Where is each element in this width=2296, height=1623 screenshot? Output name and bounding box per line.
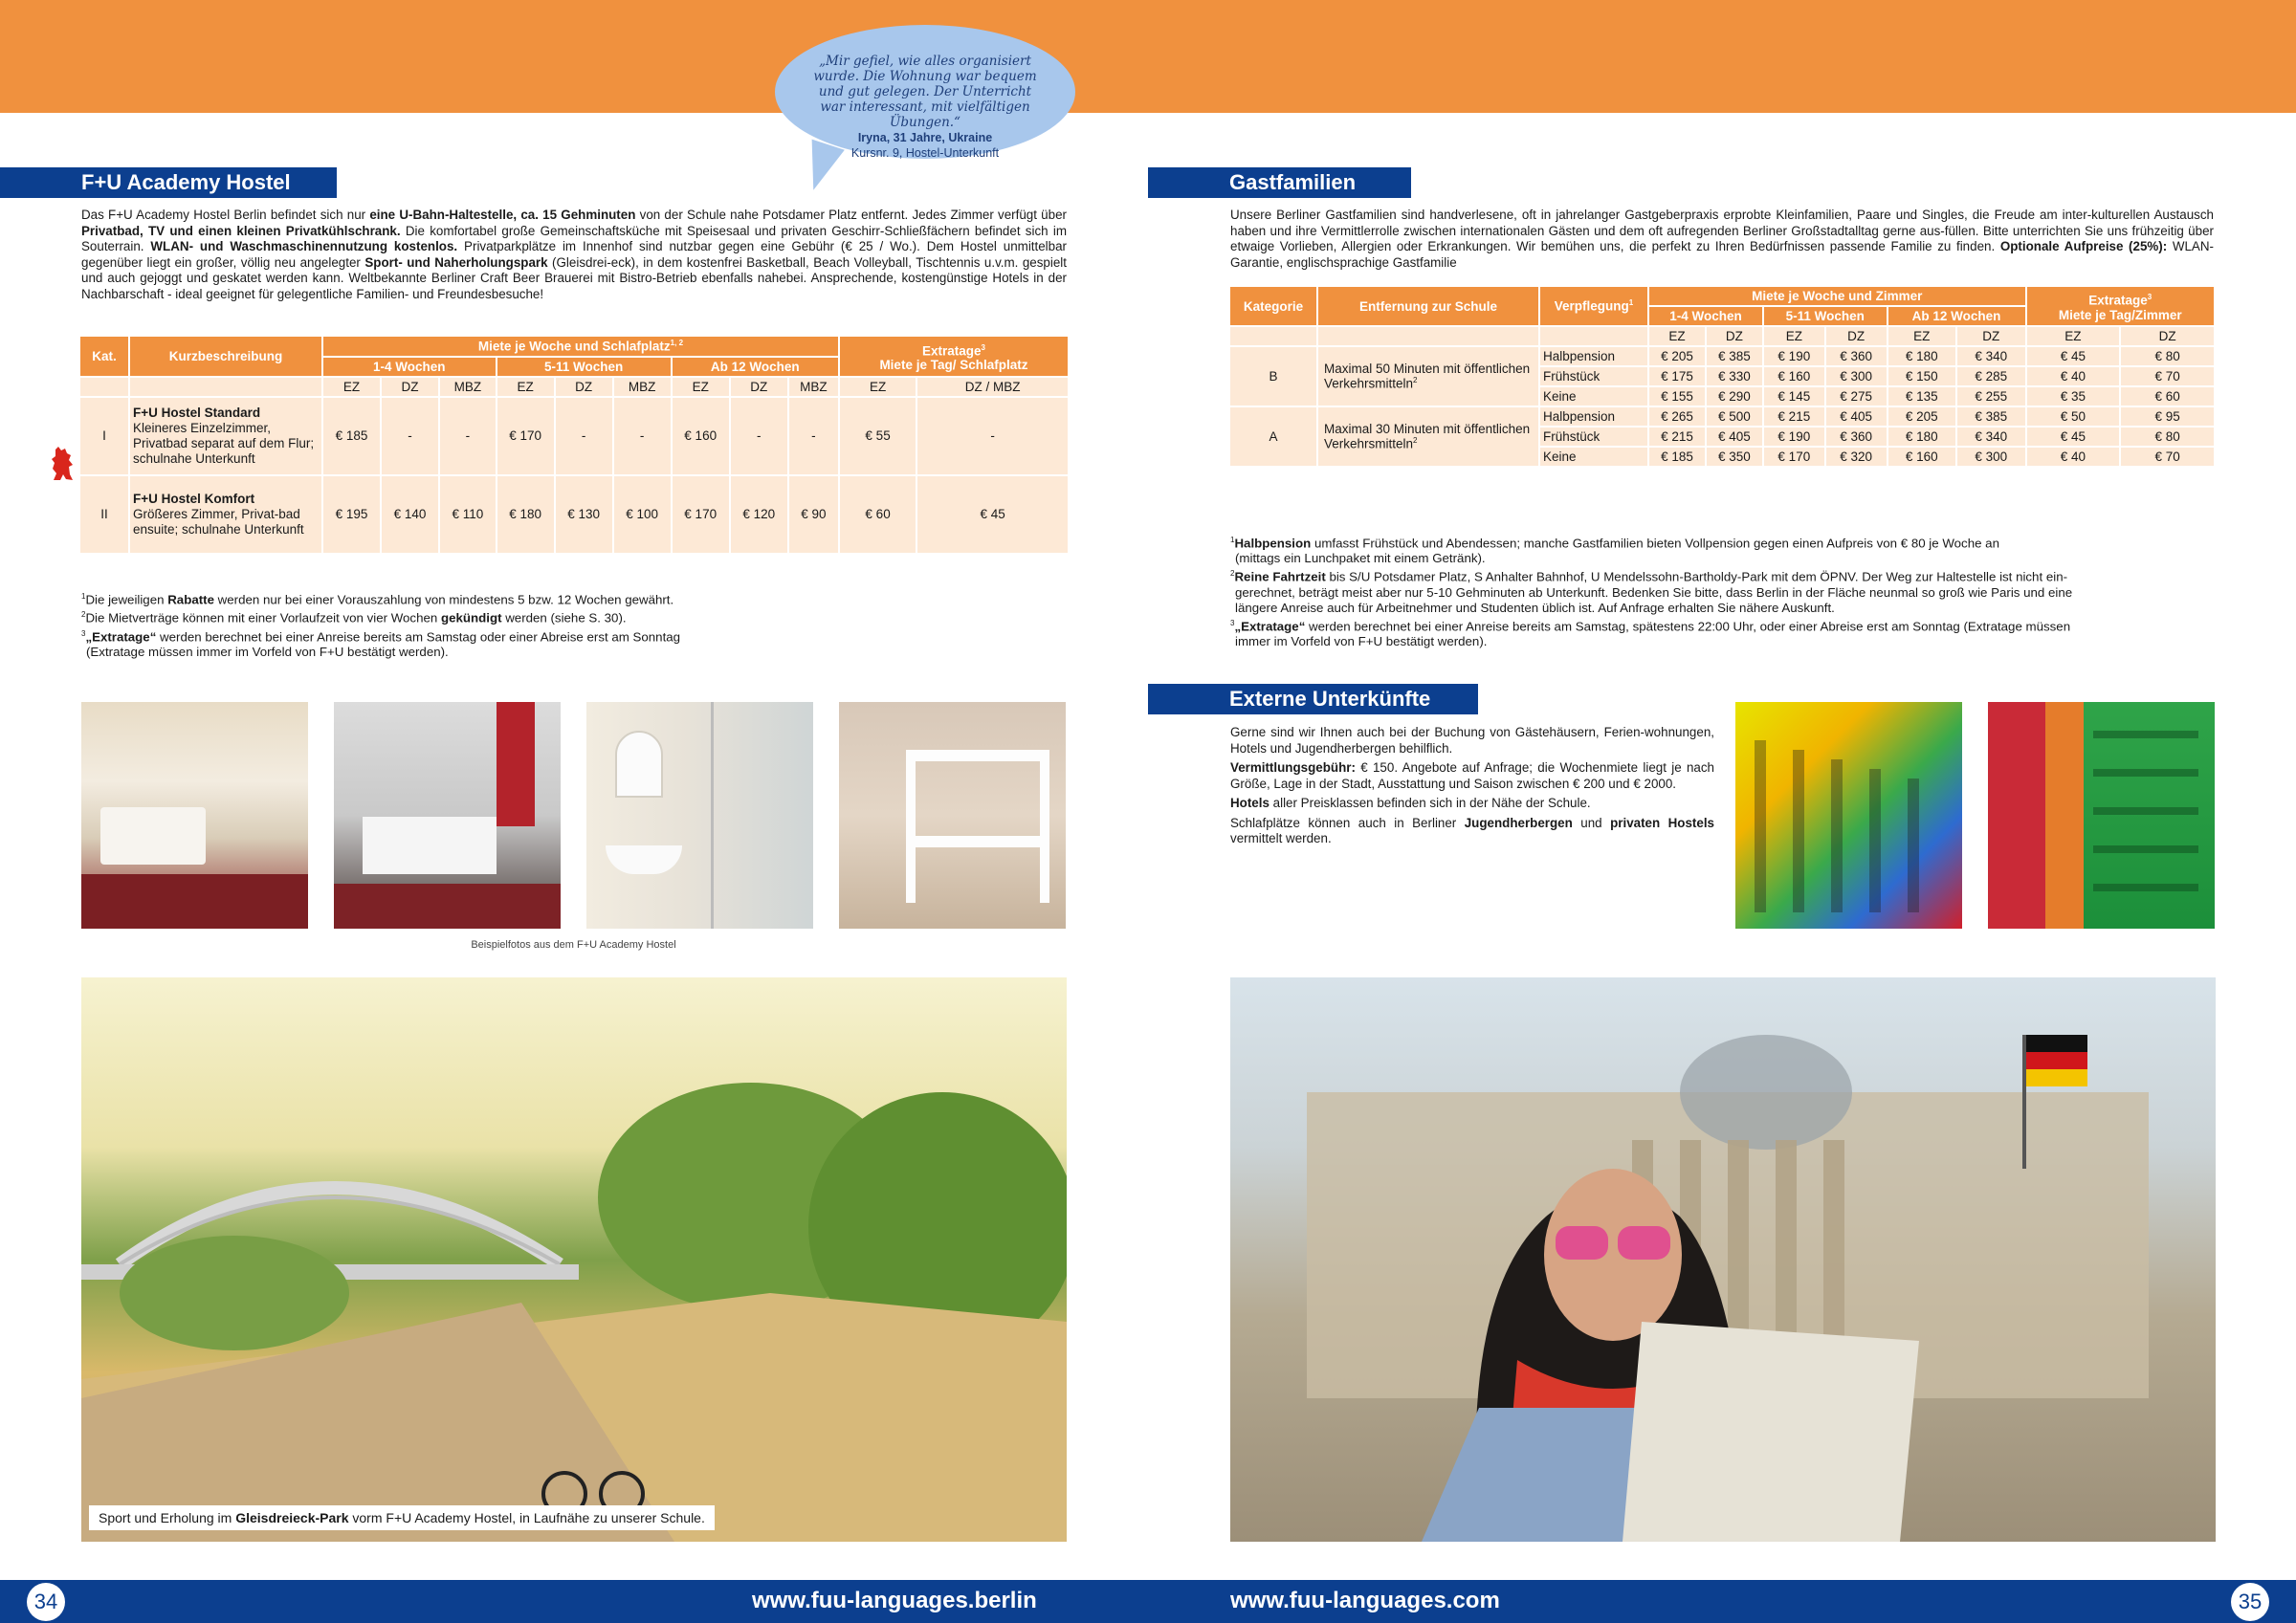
room-type-header: EZ — [1649, 327, 1705, 345]
park-photo — [81, 977, 1067, 1542]
hostel-photo-double-room — [334, 702, 561, 929]
room-type-header: DZ — [1957, 327, 2024, 345]
room-type-header: EZ — [497, 378, 554, 396]
testimonial-course: Kursnr. 9, Hostel-Unterkunft — [850, 146, 1000, 160]
table-row: I F+U Hostel Standard Kleineres Einzelzimmer, Privatbad separat auf dem Flur; schulnahe Unterkunft € 185 - - € 170 - - € 160 - - € 55 - — [80, 398, 1068, 474]
hostel-footnotes: $^1$Die jeweiligen Rabatte werden nur bei einer Vorauszahlung von mindestens 5 bzw. 12 Wochen gewährt. $^2$Die Mietverträge können mit einer Vorlaufzeit von vier Wochen gekündigt werden (siehe S. 30). $^3$„Extratage“ werden berechnet bei einer Anreise bereits am Samstag oder einer Abreise erst am Sonntag (Extratage müssen immer im Vorfeld von F+U bestätigt werden). — [81, 592, 681, 660]
hostel-photo-bathroom — [586, 702, 813, 929]
room-type-header: DZ / MBZ — [917, 378, 1068, 396]
room-type-header: DZ — [1826, 327, 1887, 345]
col-header-kategorie: Kategorie — [1230, 287, 1316, 325]
park-caption: Sport und Erholung im Gleisdreieck-Park vorm F+U Academy Hostel, in Laufnähe zu unserer Schule. — [89, 1505, 715, 1530]
table-row: A Maximal 30 Minuten mit öffentlichen Verkehrsmitteln$^2$ Halbpension € 265 € 500 € 215 € 405 € 205 € 385 € 50 € 95 — [1230, 407, 2214, 426]
page-number-left: 34 — [27, 1583, 65, 1621]
room-type-header: DZ — [382, 378, 438, 396]
footer-url-right[interactable]: www.fuu-languages.com — [1230, 1588, 1500, 1613]
period-header: 1-4 Wochen — [1649, 307, 1762, 325]
photos-caption: Beispielfotos aus dem F+U Academy Hostel — [471, 939, 676, 951]
reichstag-illustration — [1230, 977, 2216, 1542]
families-section-heading: Gastfamilien — [1148, 167, 1411, 198]
room-type-header: EZ — [840, 378, 916, 396]
page-number-right: 35 — [2231, 1583, 2269, 1621]
room-type-header: MBZ — [789, 378, 838, 396]
berlin-bear-icon — [50, 446, 75, 482]
table-row: II F+U Hostel Komfort Größeres Zimmer, Privat-bad ensuite; schulnahe Unterkunft € 195 € 140 € 110 € 180 € 130 € 100 € 170 € 120 € 90 € 60 € 45 — [80, 476, 1068, 553]
room-type-header: EZ — [323, 378, 380, 396]
room-type-header: DZ — [556, 378, 612, 396]
room-type-header: MBZ — [440, 378, 496, 396]
room-type-header: EZ — [673, 378, 729, 396]
period-header: 5-11 Wochen — [497, 358, 671, 376]
park-illustration — [81, 977, 1067, 1542]
table-row: Keine € 185 € 350 € 170 € 320 € 160 € 300 € 40 € 70 — [1230, 448, 2214, 466]
testimonial-bubble — [775, 25, 1075, 159]
hostel-section-heading: F+U Academy Hostel — [0, 167, 337, 198]
room-type-header: EZ — [1764, 327, 1824, 345]
external-section-heading: Externe Unterkünfte — [1148, 684, 1478, 714]
col-header-desc: Kurzbeschreibung — [130, 337, 321, 376]
table-row: B Maximal 50 Minuten mit öffentlichen Verkehrsmitteln$^2$ Halbpension € 205 € 385 € 190 € 360 € 180 € 340 € 45 € 80 — [1230, 347, 2214, 365]
colorful-building-photo-2 — [1988, 702, 2215, 929]
room-type-header: EZ — [2027, 327, 2120, 345]
hostel-photo-bunkbed — [839, 702, 1066, 929]
testimonial-quote: „Mir gefiel, wie alles organisiert wurde. Die Wohnung war bequem und gut gelegen. Der Unterricht war interessant, mit vielfältigen Übungen.“ — [813, 54, 1037, 130]
top-banner — [0, 0, 2296, 113]
hostel-description: Das F+U Academy Hostel Berlin befindet sich nur eine U-Bahn-Haltestelle, ca. 15 Gehminuten von der Schule nahe Potsdamer Platz entfernt. Jedes Zimmer verfügt über Privatbad, TV und einen kleinen Privatkühlschrank. Die komfortabel große Gemeinschaftsküche mit Speisesaal und privaten Geschirr-Schließfächern befindet sich im Souterrain. WLAN- und Waschmaschinennutzung kostenlos. Privatparkplätze im Innenhof sind nutzbar gegen eine Gebühr (€ 25 / Wo.). Dem Hostel unmittelbar gegenüber liegt ein großer, völlig neu angelegter Sport- und Naherholungspark (Gleisdrei-eck), in dem kostenfrei Basketball, Beach Volleyball, Tischtennis u.v.m. gespielt und auch gejoggt und geskatet werden kann. Weltbekannte Berliner Craft Beer Brauerei mit Bistro-Betrieb ebenfalls nahebei. Ansprechende, kostengünstige Hotels in der Nachbarschaft - ideal geeignet für gelegentliche Familien- und Freundesbesuche! — [81, 208, 1068, 301]
testimonial-author: Iryna, 31 Jahre, Ukraine — [857, 131, 993, 144]
col-header-distance: Entfernung zur Schule — [1318, 287, 1538, 325]
col-header-miete: Miete je Woche und Schlafplatz$^{1, 2}$ — [323, 337, 838, 356]
period-header: Ab 12 Wochen — [1888, 307, 2025, 325]
period-header: 5-11 Wochen — [1764, 307, 1887, 325]
footer-bar — [0, 1580, 2296, 1623]
footer-url-left[interactable]: www.fuu-languages.berlin — [752, 1588, 1037, 1613]
col-header-extra: Extratage$^3$ Miete je Tag/ Schlafplatz — [840, 337, 1068, 376]
tourist-reichstag-photo — [1230, 977, 2216, 1542]
col-header-extra: Extratage$^3$ Miete je Tag/Zimmer — [2027, 287, 2215, 325]
colorful-building-photo-1 — [1735, 702, 1962, 929]
room-type-header: DZ — [731, 378, 787, 396]
external-description: Gerne sind wir Ihnen auch bei der Buchung von Gästehäusern, Ferien-wohnungen, Hotels und Jugendherbergen behilflich. Vermittlungsgebühr: € 150. Angebote auf Anfrage; die Wochenmiete liegt je nach Größe, Lage in der Stadt, Ausstattung und Saison zwischen € 200 und € 2000. Hotels aller Preisklassen befinden sich in der Nähe der Schule. Schlafplätze können auch in Berliner Jugendherbergen und privaten Hostels vermittelt werden. — [1230, 725, 1714, 845]
table-row: Frühstück € 215 € 405 € 190 € 360 € 180 € 340 € 45 € 80 — [1230, 428, 2214, 446]
period-header: Ab 12 Wochen — [673, 358, 838, 376]
table-row: Keine € 155 € 290 € 145 € 275 € 135 € 255 € 35 € 60 — [1230, 387, 2214, 406]
room-type-header: MBZ — [614, 378, 671, 396]
room-type-header: DZ — [1707, 327, 1762, 345]
col-header-miete: Miete je Woche und Zimmer — [1649, 287, 2025, 305]
col-header-kat: Kat. — [80, 337, 128, 376]
hostel-photo-single-room — [81, 702, 308, 929]
hostel-price-table — [78, 335, 1070, 555]
room-type-header: EZ — [1888, 327, 1955, 345]
col-header-verpflegung: Verpflegung$^1$ — [1540, 287, 1647, 325]
families-price-table — [1228, 285, 2216, 468]
period-header: 1-4 Wochen — [323, 358, 496, 376]
room-type-header: DZ — [2121, 327, 2214, 345]
table-row: Frühstück € 175 € 330 € 160 € 300 € 150 € 285 € 40 € 70 — [1230, 367, 2214, 385]
families-description: Unsere Berliner Gastfamilien sind handverlesene, oft in jahrelanger Gastgeberpraxis erprobte Kleinfamilien, Paare und Singles, die Freude am inter-kulturellen Austausch haben und ihre Vermittlerrolle zwischen internationalen Gästen und dem oft aufregenden Berliner Großstadtalltag gerne aus-füllen. Bitte unterrichten Sie uns frühzeitig über etwaige Vorlieben, Allergien oder Erkrankungen. Wir bemühen uns, die perfekt zu Ihren Bedürfnissen passende Familie zu finden. Optionale Aufpreise (25%): WLAN-Garantie, englischsprachige Gastfamilie — [1230, 208, 2214, 270]
families-footnotes: $^1$Halbpension umfasst Frühstück und Abendessen; manche Gastfamilien bieten Vollpension gegen einen Aufpreis von € 80 je Woche an (mittags ein Lunchpaket mit einem Getränk). $^2$Reine Fahrtzeit bis S/U Potsdamer Platz, S Anhalter Bahnhof, U Mendelssohn-Bartholdy-Park mit dem ÖPNV. Der Weg zur Haltestelle ist nicht ein- gerechnet, beträgt meist aber nur 5-10 Gehminuten ab Unterkunft. Bedenken Sie bitte, dass Berlin in der Fläche neunmal so groß wie Paris und eine längere Anreise auch für Arbeitnehmer und Studenten üblich ist. Auf Anfrage erhalten Sie nähere Auskunft. $^3$„Extratage“ werden berechnet bei einer Anreise bereits am Samstag, spätestens 22:00 Uhr, oder einer Abreise erst am Sonntag (Extratage müssen immer im Vorfeld von F+U bestätigt werden). — [1230, 536, 2073, 649]
